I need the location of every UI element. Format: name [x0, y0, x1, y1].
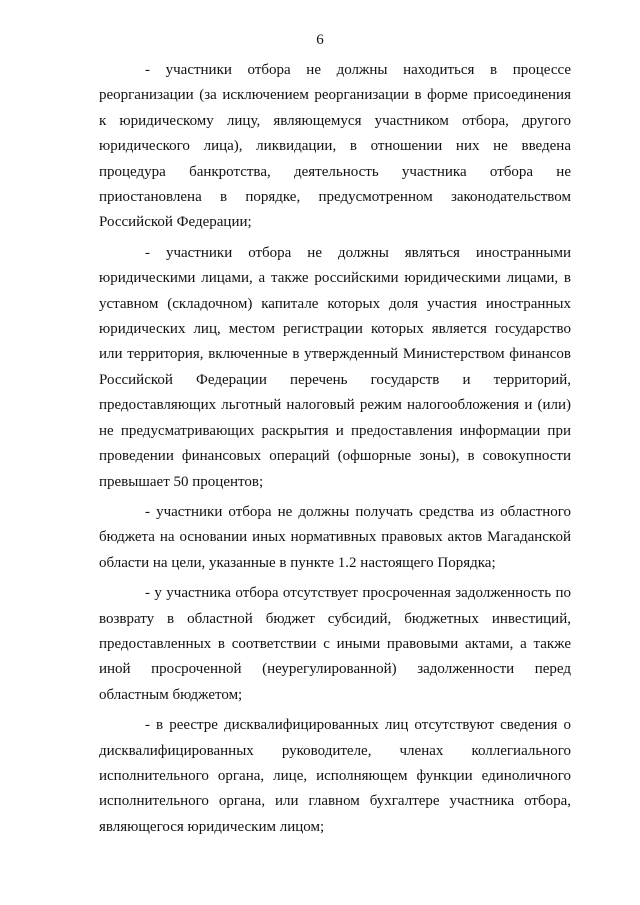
- document-body: [99, 58, 571, 845]
- paragraph-reorganization: - участники отбора не должны находиться в процессе реорганизации (за исключением реорганизации в форме присоединения к юридическому лицу, являющемуся участником отбора, другого юридического лица), ликвидации, в отношении них не введена процедура банкротства, деятельность участника отбора не приостановлена в порядке, предусмотренном законодательством Российской Федерации;: [99, 62, 571, 231]
- page-number: 6: [316, 32, 324, 48]
- paragraph-foreign-entities: - участники отбора не должны являться иностранными юридическими лицами, а также российскими юридическими лицами, в уставном (складочном) капитале которых доля участия иностранных юридических лиц, местом регистрации которых является государство или территория, включенные в утвержденный Министерством финансов Российской Федерации перечень государств и территорий, предоставляющих льготный налоговый режим налогообложения и (или) не предусматривающих раскрытия и предоставления информации при проведении финансовых операций (офшорные зоны), в совокупности превышает 50 процентов;: [99, 244, 571, 490]
- paragraph-disqualified-persons: - в реестре дисквалифицированных лиц отсутствуют сведения о дисквалифицированных руководителе, членах коллегиального исполнительного органа, лице, исполняющем функции единоличного исполнительного органа, или главном бухгалтере участника отбора, являющегося юридическим лицом;: [99, 717, 571, 835]
- paragraph-overdue-debt: - у участника отбора отсутствует просроченная задолженность по возврату в областной бюджет субсидий, бюджетных инвестиций, предоставленных в соответствии с иными правовыми актами, а также иной просроченной (неурегулированной) задолженности перед областным бюджетом;: [99, 585, 571, 703]
- paragraph-regional-budget-funds: - участники отбора не должны получать средства из областного бюджета на основании иных нормативных правовых актов Магаданской области на цели, указанные в пункте 1.2 настоящего Порядка;: [99, 503, 571, 571]
